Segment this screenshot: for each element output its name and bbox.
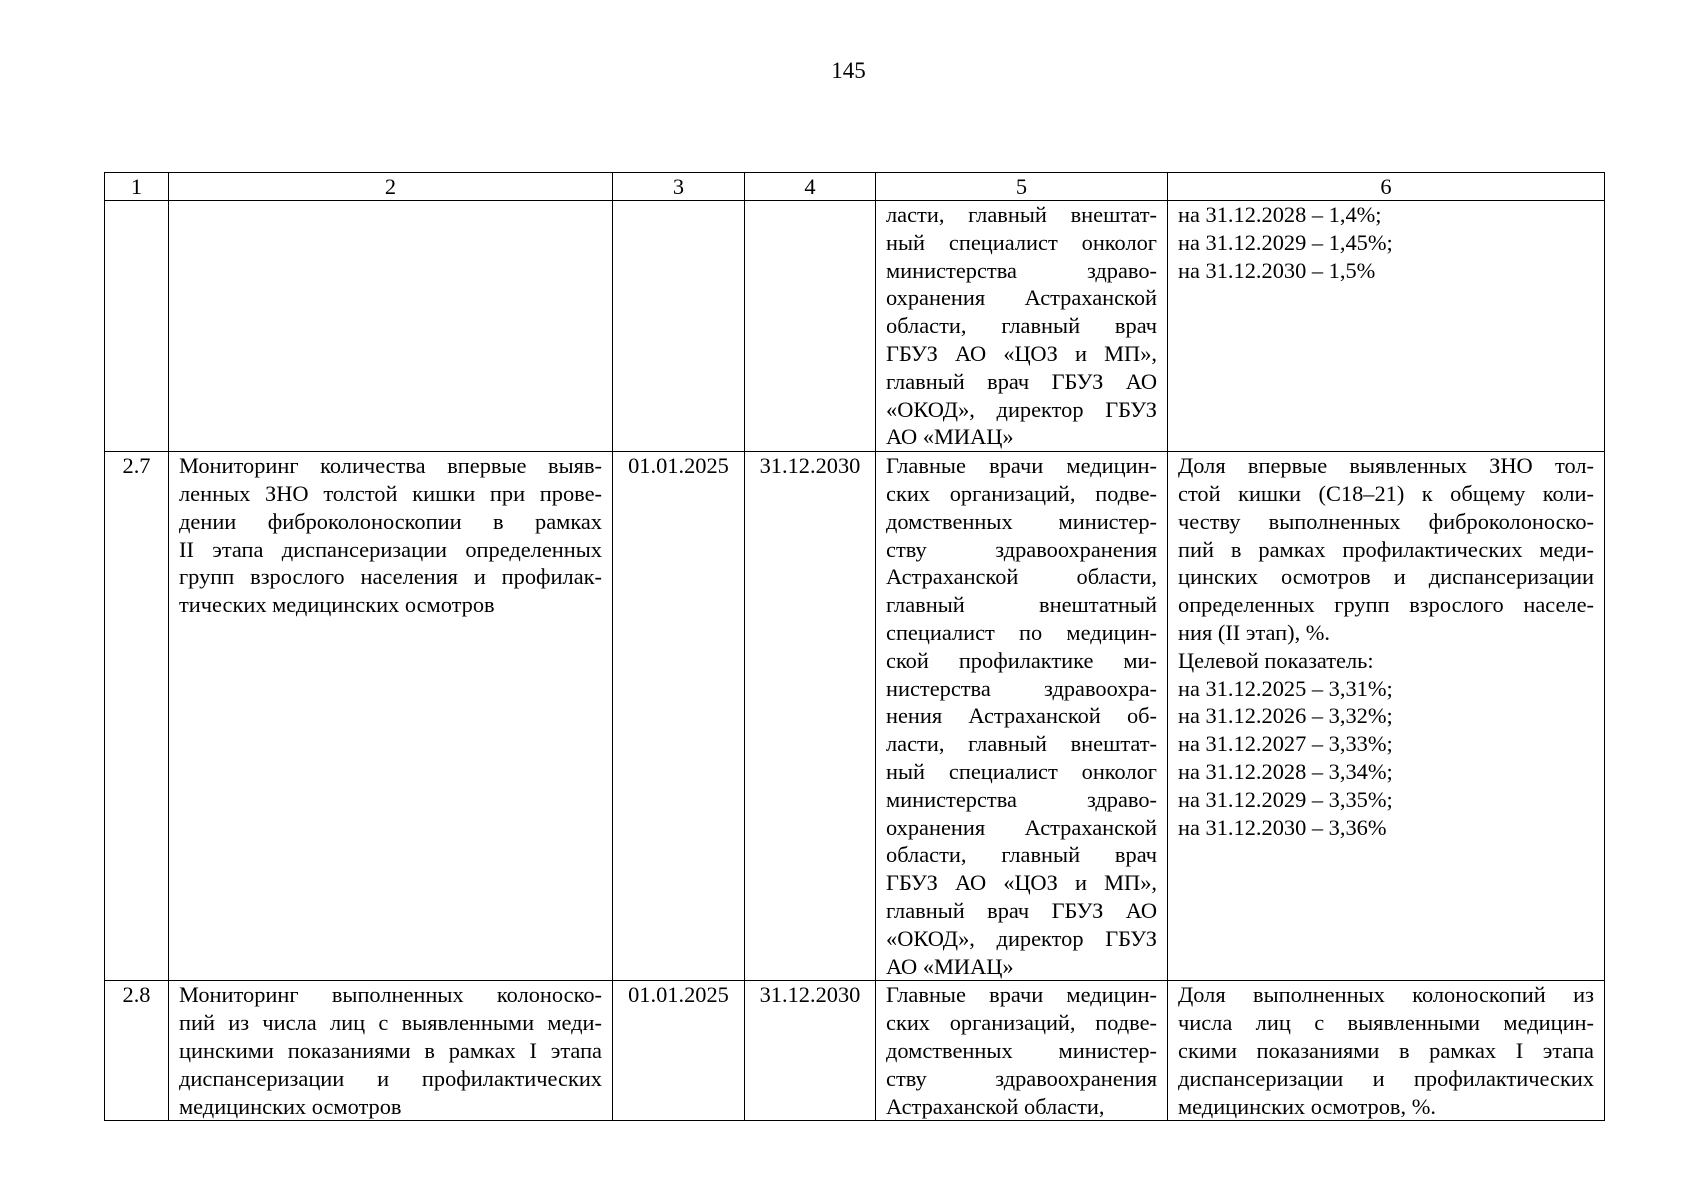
column-header-6: 6 xyxy=(1168,173,1605,201)
cell-text-line: стой кишки (C18–21) к общему коли- xyxy=(1178,480,1594,506)
cell-text-line: «ОКОД», директор ГБУЗ xyxy=(886,925,1157,951)
cell-text-line: министерства здраво- xyxy=(886,257,1157,283)
column-header-4: 4 xyxy=(745,173,876,201)
cell-text-line: ласти, главный внештат- xyxy=(886,731,1157,757)
cell-text-line: тических медицинских осмотров xyxy=(179,592,495,618)
cell-text-line: области, главный врач xyxy=(886,313,1157,339)
cell-text-line: на 31.12.2026 – 3,32%; xyxy=(1178,703,1393,729)
cell-text-line: ских организаций, подве- xyxy=(886,480,1157,506)
cell-text-line: Доля впервые выявленных ЗНО тол- xyxy=(1178,453,1594,479)
measure-description xyxy=(169,201,613,452)
cell-text-line: групп взрослого населения и профилак- xyxy=(179,564,602,590)
cell-text-line: на 31.12.2025 – 3,31%; xyxy=(1178,675,1393,701)
cell-text-line: на 31.12.2029 – 1,45%; xyxy=(1178,229,1393,255)
cell-text-line: на 31.12.2027 – 3,33%; xyxy=(1178,731,1393,757)
cell-text-line: Главные врачи медицин- xyxy=(886,982,1157,1008)
cell-text-line: Астраханской области, xyxy=(886,564,1157,590)
measures-table xyxy=(104,172,1605,1121)
cell-text-line: дении фиброколоноскопии в рамках xyxy=(179,508,602,534)
cell-text-line: ленных ЗНО толстой кишки при прове- xyxy=(179,480,602,506)
table-row xyxy=(105,201,1605,452)
cell-text-line: диспансеризации и профилактических xyxy=(1178,1065,1594,1091)
cell-text-line: Главные врачи медицин- xyxy=(886,453,1157,479)
cell-text-line: ный специалист онколог xyxy=(886,758,1157,784)
cell-text-line: цинскими показаниями в рамках I этапа xyxy=(179,1037,602,1063)
cell-text-line: числа лиц с выявленными медицин- xyxy=(1178,1010,1594,1036)
cell-text-line: на 31.12.2028 – 3,34%; xyxy=(1178,758,1393,784)
cell-text-line: медицинских осмотров, %. xyxy=(1178,1093,1436,1119)
start-date: 01.01.2025 xyxy=(613,981,745,1121)
target-indicator xyxy=(1168,201,1605,452)
page-number: 145 xyxy=(831,58,866,83)
cell-text-line: ству здравоохранения xyxy=(886,1065,1157,1091)
end-date xyxy=(745,201,876,452)
cell-text-line: цинских осмотров и диспансеризации xyxy=(1178,564,1594,590)
cell-text-line: ГБУЗ АО «ЦОЗ и МП», xyxy=(886,340,1157,366)
target-indicator xyxy=(1168,981,1605,1121)
cell-text-line: Целевой показатель: xyxy=(1178,647,1374,673)
cell-text-line: ный специалист онколог xyxy=(886,229,1157,255)
cell-text-line: на 31.12.2028 – 1,4%; xyxy=(1178,202,1382,227)
cell-text-line: АО «МИАЦ» xyxy=(886,424,1014,450)
cell-text-line: области, главный врач xyxy=(886,842,1157,868)
column-header-1: 1 xyxy=(105,173,169,201)
cell-text-line: охранения Астраханской xyxy=(886,814,1157,840)
cell-text-line: определенных групп взрослого населе- xyxy=(1178,592,1594,618)
row-number: 2.7 xyxy=(105,452,169,981)
cell-text-line: специалист по медицин- xyxy=(886,619,1157,645)
cell-text-line: на 31.12.2030 – 1,5% xyxy=(1178,257,1376,283)
cell-text-line: II этапа диспансеризации определенных xyxy=(179,536,602,562)
cell-text-line: на 31.12.2029 – 3,35%; xyxy=(1178,786,1393,812)
measure-description xyxy=(169,981,613,1121)
cell-text-line: пий из числа лиц с выявленными меди- xyxy=(179,1010,602,1036)
cell-text-line: скими показаниями в рамках I этапа xyxy=(1178,1037,1594,1063)
cell-text-line: ласти, главный внештат- xyxy=(886,202,1157,227)
cell-text-line: домственных министер- xyxy=(886,508,1157,534)
cell-text-line: ству здравоохранения xyxy=(886,536,1157,562)
table-body xyxy=(105,173,1605,1121)
cell-text-line: ской профилактике ми- xyxy=(886,647,1157,673)
cell-text-line: диспансеризации и профилактических xyxy=(179,1065,602,1091)
cell-text-line: главный внештатный xyxy=(886,592,1157,618)
cell-text-line: «ОКОД», директор ГБУЗ xyxy=(886,396,1157,422)
end-date: 31.12.2030 xyxy=(745,981,876,1121)
cell-text-line: честву выполненных фиброколоноско- xyxy=(1178,508,1594,534)
cell-text-line: охранения Астраханской xyxy=(886,285,1157,311)
cell-text-line: главный врач ГБУЗ АО xyxy=(886,368,1157,394)
row-number xyxy=(105,201,169,452)
column-header-3: 3 xyxy=(613,173,745,201)
cell-text-line: Мониторинг выполненных колоноско- xyxy=(179,982,602,1008)
start-date xyxy=(613,201,745,452)
cell-text-line: домственных министер- xyxy=(886,1037,1157,1063)
cell-text-line: на 31.12.2030 – 3,36% xyxy=(1178,814,1387,840)
column-header-2: 2 xyxy=(169,173,613,201)
end-date: 31.12.2030 xyxy=(745,452,876,981)
cell-text-line: нистерства здравоохра- xyxy=(886,675,1157,701)
responsible-executors xyxy=(876,981,1168,1121)
cell-text-line: Доля выполненных колоноскопий из xyxy=(1178,982,1594,1008)
cell-text-line: главный врач ГБУЗ АО xyxy=(886,897,1157,923)
table-row xyxy=(105,452,1605,981)
cell-text-line: АО «МИАЦ» xyxy=(886,953,1014,979)
cell-text-line: нения Астраханской об- xyxy=(886,703,1157,729)
column-header-5: 5 xyxy=(876,173,1168,201)
table-header-row xyxy=(105,173,1605,201)
cell-text-line: медицинских осмотров xyxy=(179,1093,402,1119)
cell-text-line: ских организаций, подве- xyxy=(886,1010,1157,1036)
cell-text-line: ния (II этап), %. xyxy=(1178,619,1331,645)
row-number: 2.8 xyxy=(105,981,169,1121)
cell-text-line: Мониторинг количества впервые выяв- xyxy=(179,453,602,479)
table-row xyxy=(105,981,1605,1121)
target-indicator xyxy=(1168,452,1605,981)
responsible-executors xyxy=(876,452,1168,981)
measure-description xyxy=(169,452,613,981)
cell-text-line: министерства здраво- xyxy=(886,786,1157,812)
cell-text-line: пий в рамках профилактических меди- xyxy=(1178,536,1594,562)
cell-text-line: Астраханской области, xyxy=(886,1093,1105,1119)
responsible-executors xyxy=(876,201,1168,452)
cell-text-line: ГБУЗ АО «ЦОЗ и МП», xyxy=(886,870,1157,896)
start-date: 01.01.2025 xyxy=(613,452,745,981)
